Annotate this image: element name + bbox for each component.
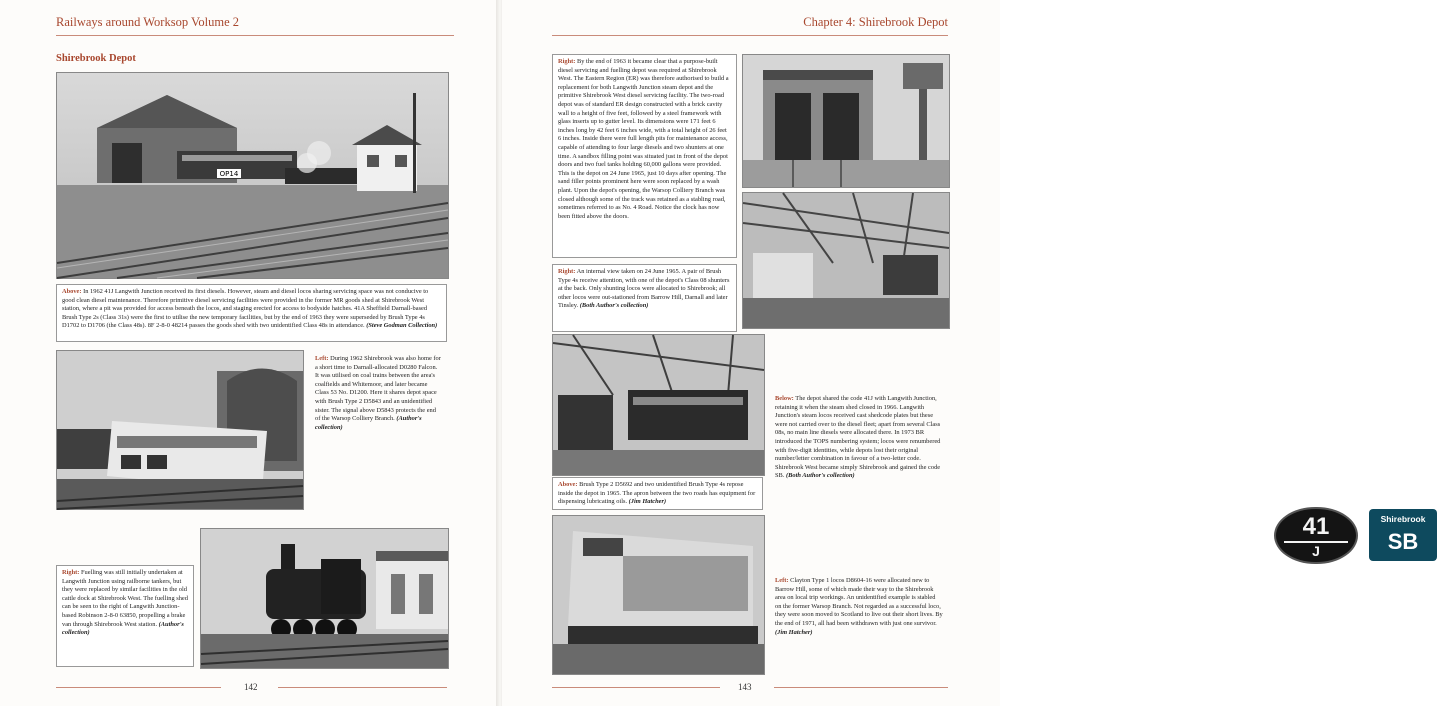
footer-rule-right-b — [774, 687, 948, 688]
photo-goods-shed-image — [57, 73, 448, 278]
left-page — [0, 0, 498, 706]
photo-robinson-steam — [200, 528, 449, 669]
caption-credit: (Author's collection) — [62, 620, 184, 637]
photo-falcon-image — [57, 351, 303, 509]
caption-below-shedcode — [770, 392, 948, 497]
caption-body: The depot shared the code 41J with Langwith Junction, retaining it when the steam shed closed in 1966. Langwith Junction's steam locos received cast shedcode plates but these were not carried over to the diesel fleet; apart from several Class 08s, no main line diesels were allocated there. In 1973 BR introduced the TOPS numbering system; locos were renumbered with five-digit identities, while depots lost their original number/letter combination in favour of a two-letter code. Shirebrook West became simply Shirebrook and gained the code SB. — [775, 395, 941, 480]
photo-depot-interior-image — [743, 193, 949, 328]
shedplate-letter: J — [1312, 543, 1320, 559]
caption-lead: Above: — [62, 288, 82, 295]
caption-body: Clayton Type 1 locos D8604-16 were allocated new to Barrow Hill, some of which made their way to the Shirebrook area on local trip workings. An unidentified example is stabled on the former Warsop Branch. Not regarded as a successful loco, they were soon moved to Scotland to live out their short lives. By the end of 1971, all had been withdrawn with just one survivor. — [775, 577, 943, 627]
caption-credit: (Jim Hatcher) — [628, 498, 667, 506]
folio-left: 142 — [244, 682, 258, 692]
photo-d5692-image — [553, 335, 764, 475]
caption-body: Brush Type 2 D5692 and two unidentified Brush Type 4s repose inside the depot in 1965. The apron between the two roads has equipment for dispensing lubricating oils. — [558, 481, 756, 506]
caption-credit: (Both Author's collection) — [579, 302, 649, 310]
caption-credit: (Both Author's collection) — [786, 472, 855, 480]
caption-body: During 1962 Shirebrook was also home for a short time to Darnall-allocated D0280 Falcon. It was utilised on coal trains between the area's coalfields and Whitemoor, and later became Class 53 No. D1200. Here it shares depot space with Brush Type 2 D5843 and an unidentified sister. The signal above D5843 protects the end of the Warsop Colliery Branch. — [315, 355, 441, 423]
header-rule-left — [56, 35, 454, 36]
photo-depot-exterior-image — [743, 55, 949, 187]
caption-credit: (Steve Godman Collection) — [366, 322, 438, 330]
photo-goods-shed — [56, 72, 449, 279]
photo-robinson-image — [201, 529, 448, 668]
running-head-right: Chapter 4: Shirebrook Depot — [803, 15, 948, 29]
caption-lead: Left: — [315, 355, 329, 362]
caption-body: An internal view taken on 24 June 1965. A pair of Brush Type 4s receive attention, with one of the depot's Class 08 shunters at the back. Only shunting locos were allocated to Shirebrook; all other locos were out-stationed from Barrow Hill, Darnall and later Tinsley. — [558, 268, 730, 310]
caption-lead: Above: — [558, 481, 578, 488]
photo-clayton-type1 — [552, 515, 765, 675]
caption-lead: Below: — [775, 395, 794, 402]
caption-left-clayton — [770, 574, 948, 673]
caption-body: Fuelling was still initially undertaken at Langwith Junction using railborne tankers, but they were replaced by similar facilities in the old cattle dock at Shirebrook West. The fuelling shed can be seen to the right of Langwith Junction-based Robinson 2-8-0 63850, propelling a brake van through Shirebrook West station. — [62, 569, 188, 628]
running-head-left: Railways around Worksop Volume 2 — [56, 15, 240, 29]
photo-falcon — [56, 350, 304, 510]
shedplate-41j — [1274, 507, 1358, 564]
photo-clayton-image — [553, 516, 764, 674]
shedplate-number: 41 — [1302, 513, 1330, 540]
caption-right-depot-exterior — [552, 54, 737, 258]
shirebrook-sb-sign — [1369, 509, 1437, 561]
caption-lead: Right: — [62, 569, 80, 576]
photo-d5692-inside — [552, 334, 765, 476]
caption-above-left — [56, 284, 447, 342]
caption-right-depot-interior — [552, 264, 737, 332]
footer-rule-left-a — [56, 687, 221, 688]
footer-rule-left-b — [278, 687, 447, 688]
folio-right: 143 — [738, 682, 752, 692]
caption-right-fuelling — [56, 565, 194, 667]
caption-lead: Left: — [775, 577, 789, 584]
caption-body: In 1962 41J Langwith Junction received its first diesels. However, steam and diesel locos sharing servicing space was not conducive to good clean diesel maintenance. Therefore primitive diesel servicing facilities were provided in the former MR goods shed at Shirebrook West station, where a pit was provided for access beneath the locos, and staging erected for access to bodyside hatches. 41A Sheffield Darnall-based Brush Type 2s (Class 31s) were the first to utilise the new temporary facilities, but by the end of 1963 they were superseded by Brush Type 4s D1702 to D1706 (the Class 48s). 8F 2-8-0 48214 passes the goods shed with two unidentified Class 48s in attendance. — [62, 288, 429, 330]
caption-body: By the end of 1963 it became clear that a purpose-built diesel servicing and fuelling depot was required at Shirebrook West. The Eastern Region (ER) was therefore authorised to build a replacement for both Langwith Junction steam depot and the primitive Shirebrook West diesel servicing facility. The two-road depot was of standard ER design constructed with a brick cavity wall to a height of five feet, followed by a steel framework with glass inserts up to gutter level. Its dimensions were 171 feet 6 inches long by 42 feet 6 inches wide, with a total height of 26 feet 6 inches. Inside there were full length pits for maintenance access, capable of attending to four large diesels and two shunters at one time. A sandbox filling point was situated just in front of the depot doors and two fuel tanks holding 60,000 gallons were provided. This is the depot on 24 June 1965, just 10 days after opening. The sand filler points prominent here were soon replaced by a wash plant. Upon the depot's opening, the Warsop Colliery Branch was closed although some of the track was retained as a stabling road, sometimes referred to as No. 4 Road. Notice the clock has now been fitted above the doors. — [558, 58, 729, 220]
caption-left-falcon — [310, 352, 447, 478]
sign-name: Shirebrook — [1380, 514, 1426, 524]
loco-number-plate: OP14 — [219, 170, 239, 178]
sign-code: SB — [1387, 529, 1419, 554]
photo-depot-exterior — [742, 54, 950, 188]
caption-credit: (Author's collection) — [315, 415, 422, 431]
caption-above-d5692 — [552, 477, 763, 510]
header-rule-right — [552, 35, 948, 36]
photo-depot-interior — [742, 192, 950, 329]
caption-lead: Right: — [558, 268, 576, 275]
caption-lead: Right: — [558, 58, 576, 65]
footer-rule-right-a — [552, 687, 720, 688]
right-page — [502, 0, 1426, 706]
section-title: Shirebrook Depot — [56, 53, 136, 64]
caption-credit: (Jim Hatcher) — [775, 628, 813, 636]
